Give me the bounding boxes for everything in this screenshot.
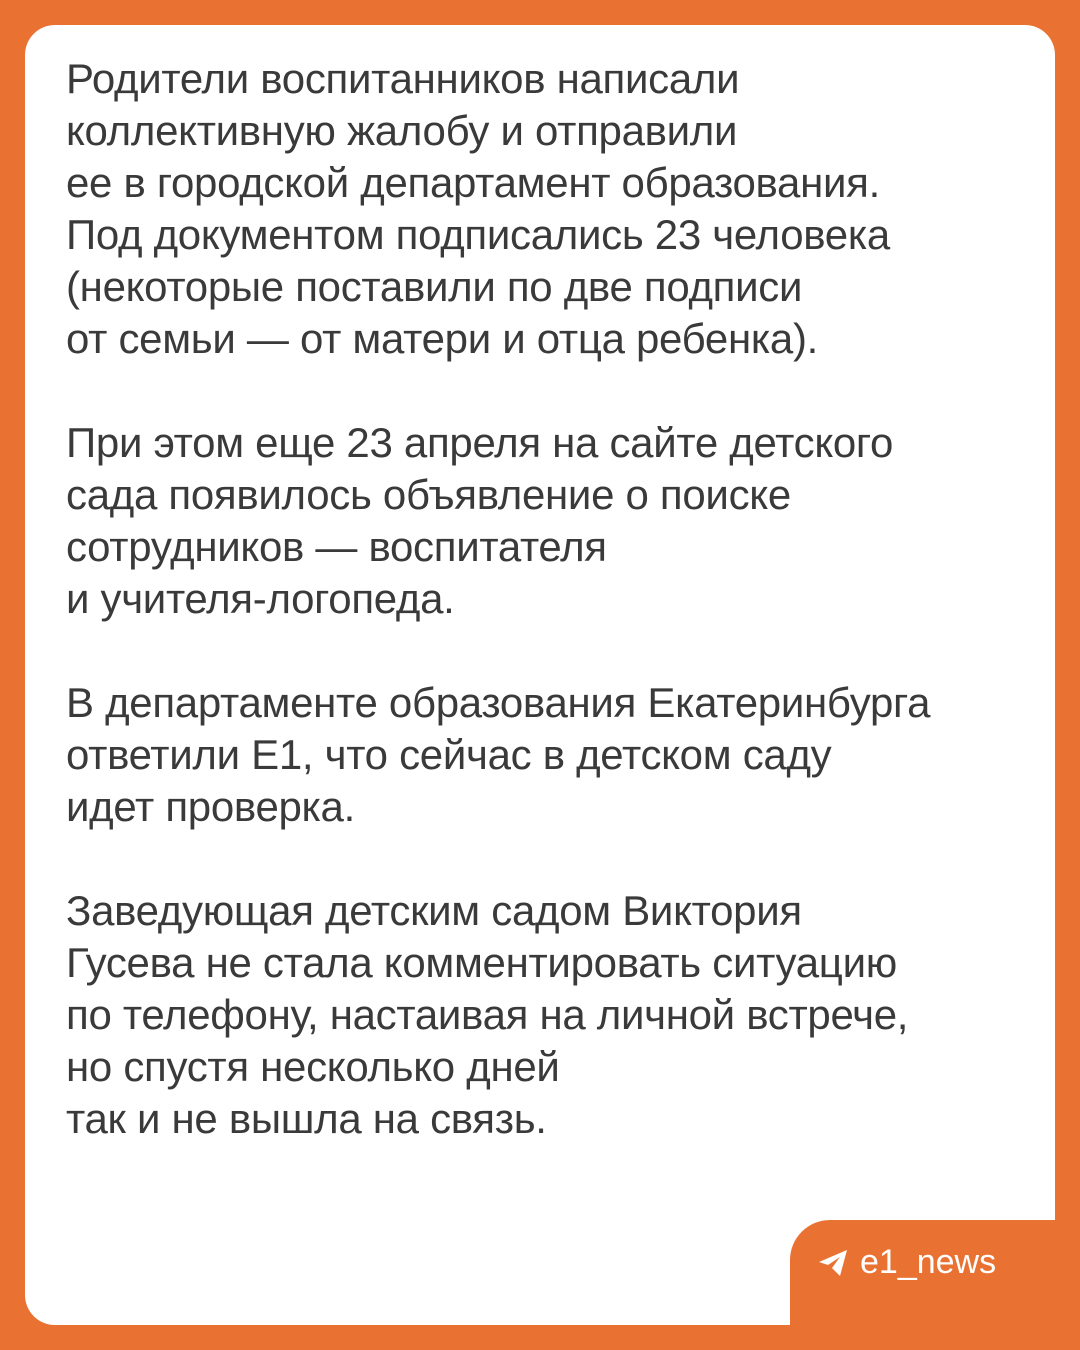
text-line: но спустя несколько дней [66, 1043, 560, 1090]
text-line: так и не вышла на связь. [66, 1095, 547, 1142]
channel-handle[interactable]: e1_news [860, 1243, 997, 1281]
channel-tag[interactable] [790, 1220, 1055, 1325]
text-line: коллективную жалобу и отправили [66, 107, 738, 154]
text-line: В департаменте образования Екатеринбурга [66, 679, 931, 726]
text-line: (некоторые поставили по две подписи [66, 263, 803, 310]
channel-tag-content[interactable] [818, 1240, 996, 1285]
content-card [25, 25, 1055, 1325]
text-line: от семьи — от матери и отца ребенка). [66, 315, 818, 362]
text-line: сотрудников — воспитателя [66, 523, 607, 570]
paragraph-2 [66, 417, 1036, 625]
paragraph-3 [66, 677, 1036, 833]
telegram-icon [818, 1249, 848, 1277]
text-line: по телефону, настаивая на личной встрече, [66, 991, 909, 1038]
text-line: ее в городской департамент образования. [66, 159, 880, 206]
text-line: и учителя-логопеда. [66, 575, 455, 622]
paragraph-1 [66, 53, 1036, 365]
text-line: сада появилось объявление о поиске [66, 471, 791, 518]
text-line: Родители воспитанников написали [66, 55, 740, 102]
text-line: Под документом подписались 23 человека [66, 211, 890, 258]
text-line: Гусева не стала комментировать ситуацию [66, 939, 897, 986]
text-line: Заведующая детским садом Виктория [66, 887, 802, 934]
paragraph-4 [66, 885, 1036, 1145]
text-line: идет проверка. [66, 783, 355, 830]
article-text [66, 53, 1036, 1145]
text-line: ответили Е1, что сейчас в детском саду [66, 731, 832, 778]
text-line: При этом еще 23 апреля на сайте детского [66, 419, 894, 466]
